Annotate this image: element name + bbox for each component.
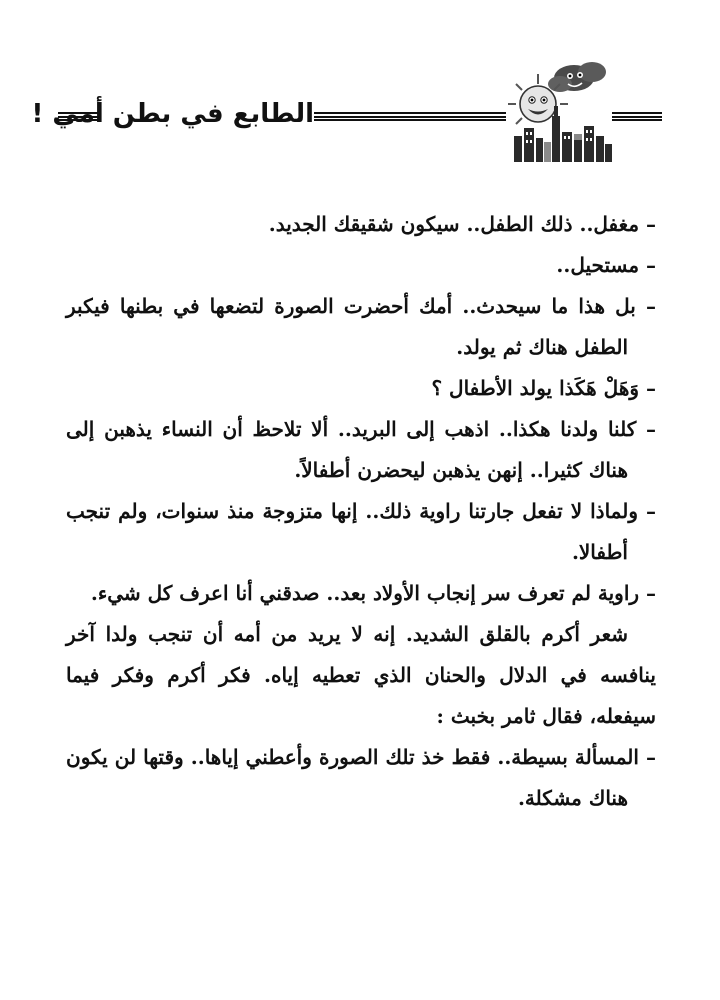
paragraph-3: – بل هذا ما سيحدث.. أمك أحضرت الصورة لتضعها في بطنها فيكبر الطفل هناك ثم يولد.	[66, 294, 656, 359]
header-rule-left	[58, 112, 98, 121]
cartoon-sun-over-city-icon	[508, 58, 614, 162]
header-rule-right	[612, 112, 662, 121]
paragraph-1: – مغفل.. ذلك الطفل.. سيكون شقيقك الجديد.	[268, 212, 656, 236]
paragraph-9: – المسألة بسيطة.. فقط خذ تلك الصورة وأعطني إياها.. وقتها لن يكون هناك مشكلة.	[66, 745, 656, 810]
paragraph-2: – مستحيل..	[556, 253, 656, 277]
paragraph-7: – راوية لم تعرف سر إنجاب الأولاد بعد.. صدقني أنا اعرف كل شيء.	[90, 581, 656, 605]
page-header	[0, 0, 720, 170]
paragraph-8: شعر أكرم بالقلق الشديد. إنه لا يريد من أمه أن تنجب ولدا آخر ينافسه في الدلال والحنان الذي تعطيه إياه. فكر أكرم وفكر فيما سيفعله، فقال ثامر بخبث :	[66, 622, 656, 728]
page-title: الطابع في بطن أمي !	[31, 99, 314, 129]
story-text	[66, 204, 656, 819]
paragraph-5: – كلنا ولدنا هكذا.. اذهب إلى البريد.. ألا تلاحظ أن النساء يذهبن إلى هناك كثيرا.. إنهن يذهبن ليحضرن أطفالاً.	[66, 417, 656, 482]
paragraph-6: – ولماذا لا تفعل جارتنا راوية ذلك.. إنها متزوجة منذ سنوات، ولم تنجب أطفالا.	[66, 499, 656, 564]
header-rule-middle	[314, 112, 506, 121]
paragraph-4: – وَهَلْ هَكَذا يولد الأطفال ؟	[431, 376, 656, 400]
